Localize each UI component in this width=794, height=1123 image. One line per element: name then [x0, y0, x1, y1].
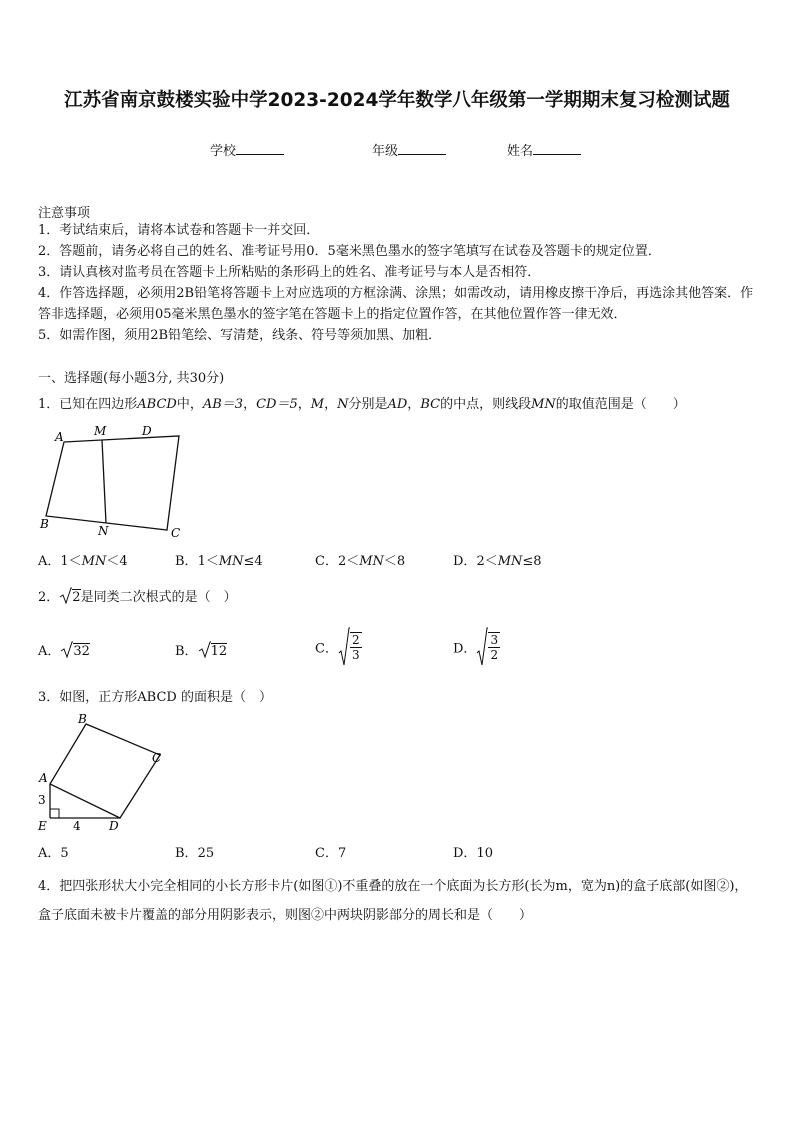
grade-label: 年级 — [372, 144, 399, 159]
note-item: 3．请认真核对监考员在答题卡上所粘贴的条形码上的姓名、准考证号与本人是否相符． — [38, 265, 541, 280]
q3-option-c[interactable] — [315, 842, 346, 861]
label-b: B — [40, 517, 49, 531]
option-var: MN — [218, 554, 244, 569]
q3-option-a[interactable] — [38, 842, 69, 861]
option-letter: B． — [175, 846, 198, 861]
label-ed-length: 4 — [73, 819, 81, 833]
q1-text: ， — [297, 397, 311, 412]
q1-var: AD — [387, 397, 408, 412]
option-letter: D． — [453, 641, 477, 657]
option-fraction — [350, 632, 362, 662]
school-field — [210, 140, 284, 159]
label-d: D — [109, 819, 119, 833]
question-3-stem: 3．如图，正方形ABCD 的面积是（ ） — [38, 690, 272, 705]
q3-option-b[interactable] — [175, 842, 214, 861]
sqrt-sign-icon — [476, 627, 488, 667]
label-c: C — [171, 526, 181, 540]
q1-text: 的取值范围是（ ） — [555, 397, 686, 412]
q1-var: N — [337, 397, 349, 412]
q2-option-c[interactable] — [315, 627, 362, 667]
segment-mn — [102, 440, 106, 523]
question-1-stem — [38, 393, 686, 412]
question-4-stem: 4．把四张形状大小完全相同的小长方形卡片(如图①)不重叠的放在一个底面为长方形(长为m，宽为n)的盒子底部(如图②)，盒子底面未被卡片覆盖的部分用阴影表示，则图②中两块阴影部分的周长和是（ ） — [38, 879, 748, 923]
q1-text: 1．已知在四边形 — [38, 397, 138, 412]
option-text: 2＜ — [337, 554, 360, 569]
option-radicand: 12 — [210, 644, 228, 659]
square-abcd — [50, 724, 160, 818]
option-letter: B． — [175, 644, 198, 659]
option-letter: C． — [315, 846, 338, 861]
option-text: 2＜ — [476, 554, 498, 569]
quadrilateral-abcd — [46, 436, 179, 530]
grade-field — [372, 140, 446, 159]
q1-option-b[interactable] — [175, 550, 263, 569]
option-letter: A． — [38, 644, 61, 659]
question-3-figure — [34, 710, 174, 835]
label-b: B — [78, 712, 87, 726]
right-angle-mark — [50, 809, 59, 818]
note-item: 4．作答选择题，必须用2B铅笔将答题卡上对应选项的方框涂满、涂黑；如需改动，请用橡皮擦干净后，再选涂其他答案．作答非选择题，必须用05毫米黑色墨水的签字笔在答题卡上的指定位置作答，在其他位置作答一律无效． — [38, 286, 754, 322]
option-letter: C． — [315, 554, 338, 569]
option-text: 25 — [197, 846, 215, 861]
option-text: ≤4 — [243, 554, 263, 569]
q2-option-a[interactable] — [38, 640, 90, 659]
q1-option-d[interactable] — [453, 550, 542, 569]
label-ae-length: 3 — [38, 793, 46, 807]
option-radicand: 32 — [73, 644, 90, 659]
question-1-figure — [36, 420, 196, 545]
option-text: 5 — [60, 846, 69, 861]
label-e: E — [38, 819, 47, 833]
q1-var: MN — [531, 397, 556, 412]
page-title: 江苏省南京鼓楼实验中学2023-2024学年数学八年级第一学期期末复习检测试题 — [64, 90, 730, 111]
q2-radicand: 2 — [72, 590, 81, 605]
q1-var: AB＝3 — [202, 397, 244, 412]
label-n: N — [98, 524, 109, 538]
sqrt-sign-icon — [60, 641, 73, 659]
label-a: A — [55, 430, 64, 444]
q1-text: 的中点，则线段 — [440, 397, 532, 412]
q2-option-d[interactable] — [453, 627, 500, 667]
option-text: ≤8 — [522, 554, 542, 569]
q1-var: M — [310, 397, 325, 412]
q1-option-c[interactable] — [315, 550, 405, 569]
option-var: MN — [359, 554, 384, 569]
name-blank — [533, 142, 581, 155]
note-item: 2．答题前，请务必将自己的姓名、准考证号用0．5毫米黑色墨水的签字笔填写在试卷及答题卡的规定位置． — [38, 244, 661, 259]
q1-var: CD＝5 — [256, 397, 298, 412]
note-item: 5．如需作图，须用2B铅笔绘、写清楚，线条、符号等须加黑、加粗． — [38, 328, 442, 343]
q2-text: 是同类二次根式的是（ ） — [80, 590, 237, 605]
label-a: A — [39, 771, 48, 785]
q1-var: BC — [420, 397, 441, 412]
name-label: 姓名 — [507, 144, 534, 159]
option-text: 1＜ — [197, 554, 219, 569]
fraction-numerator: 2 — [351, 633, 360, 647]
school-label: 学校 — [210, 144, 237, 159]
note-item: 1．考试结束后，请将本试卷和答题卡一并交回． — [38, 223, 320, 238]
sqrt-sign-icon — [59, 587, 72, 605]
school-blank — [236, 142, 284, 155]
q2-option-b[interactable] — [175, 640, 227, 659]
label-c: C — [152, 751, 162, 765]
option-letter: B． — [175, 554, 198, 569]
q1-option-a[interactable] — [38, 550, 128, 569]
q1-text: 分别是 — [348, 397, 388, 412]
q2-text: 2． — [38, 590, 60, 605]
q1-text: ， — [324, 397, 338, 412]
q1-text: ， — [407, 397, 421, 412]
option-letter: D． — [453, 846, 477, 861]
notes-heading: 注意事项 — [38, 206, 91, 221]
option-letter: D． — [453, 554, 477, 569]
label-m: M — [94, 424, 107, 438]
label-d: D — [142, 424, 152, 438]
section-heading: 一、选择题(每小题3分, 共30分) — [38, 371, 225, 386]
question-2-stem — [38, 586, 237, 605]
fraction-denominator: 3 — [351, 648, 360, 662]
option-var: MN — [497, 554, 523, 569]
option-fraction — [488, 632, 500, 662]
name-field — [507, 140, 581, 159]
q1-var: ABCD — [137, 397, 177, 412]
option-letter: A． — [38, 554, 61, 569]
option-text: ＜8 — [383, 554, 406, 569]
option-text: 1＜ — [60, 554, 82, 569]
sqrt-sign-icon — [338, 627, 350, 667]
option-text: 10 — [476, 846, 493, 861]
grade-blank — [398, 142, 446, 155]
option-text: ＜4 — [106, 554, 128, 569]
fraction-denominator: 2 — [490, 648, 499, 662]
option-letter: A． — [38, 846, 61, 861]
option-var: MN — [81, 554, 107, 569]
fraction-numerator: 3 — [490, 633, 499, 647]
q1-text: ， — [243, 397, 257, 412]
option-text: 7 — [337, 846, 347, 861]
option-letter: C． — [315, 641, 338, 657]
q3-option-d[interactable] — [453, 842, 493, 861]
sqrt-sign-icon — [198, 641, 211, 659]
q1-text: 中， — [176, 397, 203, 412]
